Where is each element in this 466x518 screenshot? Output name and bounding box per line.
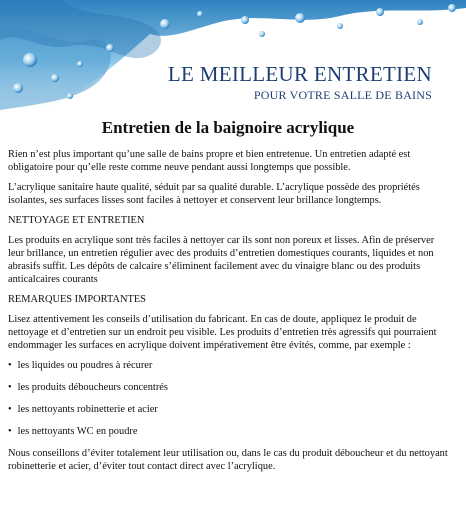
bullet-icon: • [8,382,12,393]
list-item: • les nettoyants WC en poudre [8,426,138,437]
bullet-icon: • [8,404,12,415]
brand-subtitle: POUR VOTRE SALLE DE BAINS [253,88,432,102]
avoid-products-list [8,359,448,438]
conclusion-paragraph: Nous conseillons d’éviter totalement leur utilisation ou, dans le cas du produit déboucheur et du nettoyant robinetterie et acier, d’éviter tout contact direct avec l’acrylique. [8,448,448,472]
list-item: • les liquides ou poudres à récurer [8,360,153,371]
intro-paragraph-2: L’acrylique sanitaire haute qualité, séduit par sa qualité durable. L’acrylique possède des propriétés isolantes, ses surfaces lisses sont faciles à nettoyer et conservent leur brillance longtemps. [8,182,420,206]
article [8,114,448,480]
list-item: • les nettoyants robinetterie et acier [8,404,158,415]
bullet-icon: • [8,360,12,371]
brand-title: LE MEILLEUR ENTRETIEN [167,62,432,86]
section-heading-remarks: REMARQUES IMPORTANTES [8,294,146,305]
remarks-paragraph: Lisez attentivement les conseils d’utilisation du fabricant. En cas de doute, appliquez le produit de nettoyage et d’entretien sur un endroit peu visible. Les produits d’entretien très agressifs qui pourraient endommager les surfaces en acrylique doivent impérativement être évités, comme, par exemple : [8,314,437,351]
article-title: Entretien de la baignoire acrylique [101,118,355,137]
header-banner [0,0,466,112]
list-item: • les produits déboucheurs concentrés [8,382,168,393]
bullet-icon: • [8,426,12,437]
section-heading-cleaning: NETTOYAGE ET ENTRETIEN [8,215,145,226]
intro-paragraph-1: Rien n’est plus important qu’une salle de bains propre et bien entretenue. Un entretien adapté est obligatoire pour qu’elle reste comme neuve pendant aussi longtemps que possible. [8,149,411,173]
cleaning-paragraph: Les produits en acrylique sont très faciles à nettoyer car ils sont non poreux et lisses. Afin de préserver leur brillance, un entretien régulier avec des produits d’entretien domestiques courants, liquides et non abrasifs suffit. Les dépôts de calcaire s’éliminent facilement avec du vinaigre blanc ou des produits anticalcaires courants [8,235,435,285]
